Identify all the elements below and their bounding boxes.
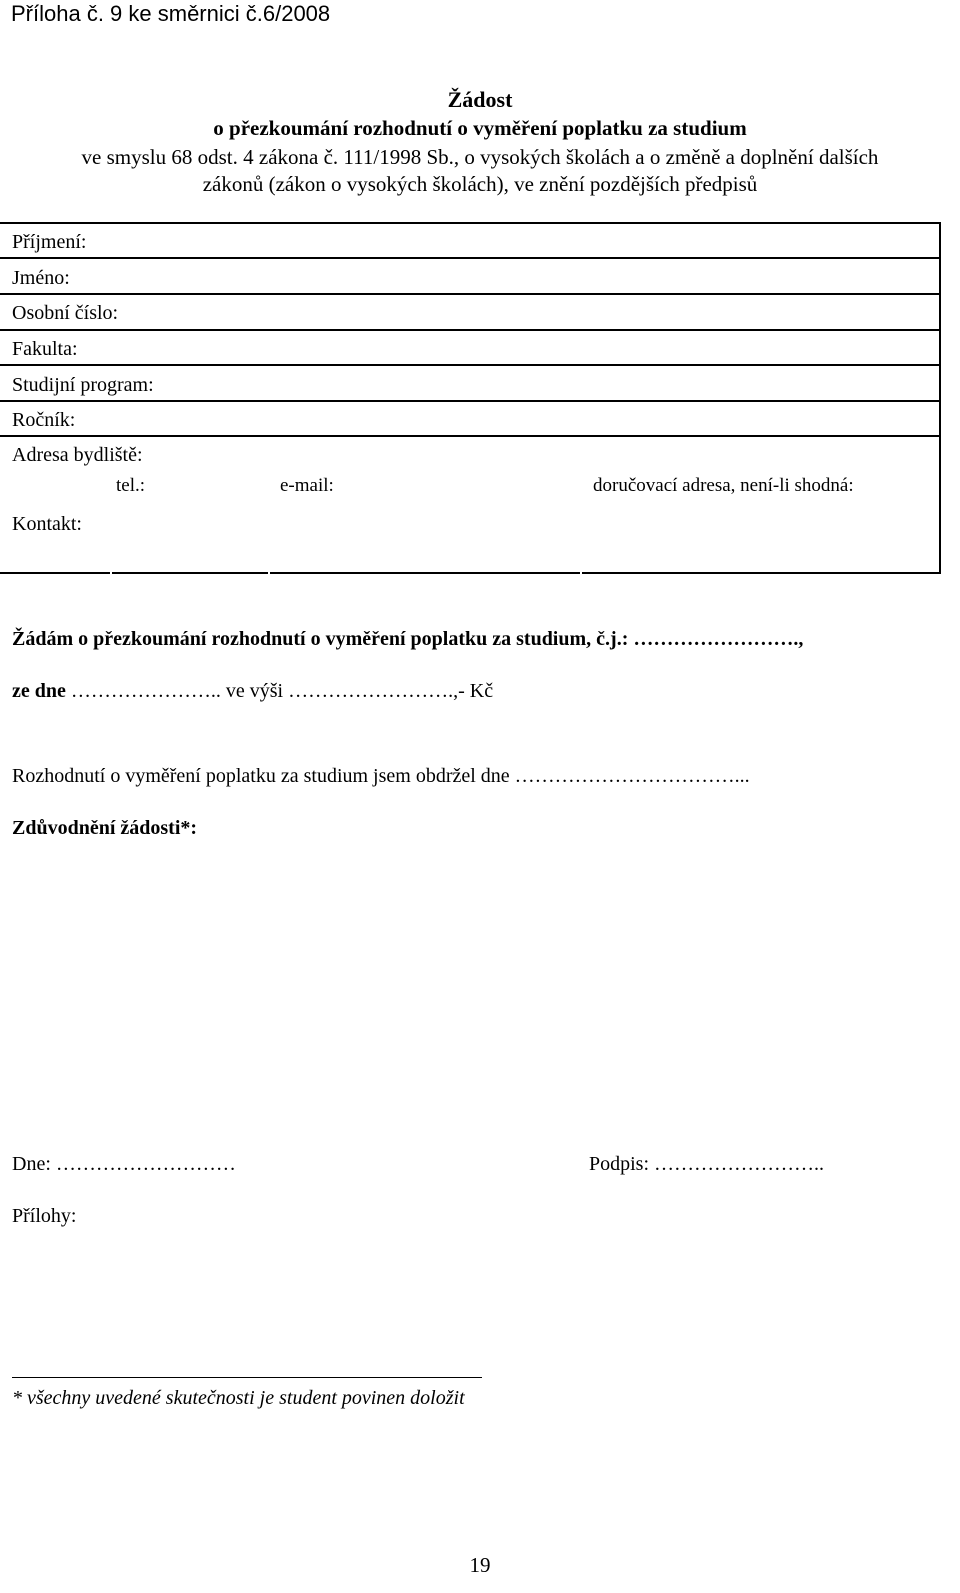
request-line2-text: ze dne ………………….. ve výši …………………….,- Kč (12, 680, 494, 702)
document-title: Žádost (447, 87, 513, 112)
tel-label: tel.: (116, 475, 146, 496)
footnote: * všechny uvedené skutečnosti je student povinen doložit (12, 1387, 465, 1409)
name-label: Jméno: (12, 267, 70, 289)
page-number: 19 (469, 1553, 491, 1577)
justification-label: Zdůvodnění žádosti*: (12, 817, 198, 839)
annex-header: Příloha č. 9 ke směrnici č.6/2008 (11, 1, 331, 26)
faculty-label: Fakulta: (12, 338, 78, 360)
request-line2 (12, 678, 493, 704)
surname-label: Příjmení: (12, 231, 87, 253)
signature-field: Podpis: …………………….. (589, 1153, 825, 1175)
request-line1: Žádám o přezkoumání rozhodnutí o vyměření poplatku za studium, č.j.: ……………………., (12, 628, 804, 650)
legal-reference-line2: zákonů (zákon o vysokých školách), ve znění pozdějších předpisů (202, 172, 758, 196)
document-subtitle: o přezkoumání rozhodnutí o vyměření poplatku za studium (213, 116, 747, 140)
delivery-address-label: doručovací adresa, není-li shodná: (593, 475, 854, 496)
legal-reference-line1: ve smyslu 68 odst. 4 zákona č. 111/1998 Sb., o vysokých školách a o změně a doplnění dalších (81, 145, 879, 169)
date-field: Dne: ……………………… (12, 1153, 236, 1175)
year-label: Ročník: (12, 409, 76, 431)
received-statement: Rozhodnutí o vyměření poplatku za studium jsem obdržel dne ……………………………... (12, 765, 750, 787)
address-label: Adresa bydliště: (12, 444, 143, 466)
contact-label: Kontakt: (12, 513, 82, 535)
email-label: e-mail: (280, 475, 334, 496)
applicant-form-table (0, 222, 940, 574)
study-program-label: Studijní program: (12, 374, 154, 396)
request-date-label: ze dne (12, 680, 66, 702)
personal-number-label: Osobní číslo: (12, 302, 119, 324)
attachments-label: Přílohy: (12, 1205, 77, 1227)
footnote-rule (12, 1377, 482, 1378)
